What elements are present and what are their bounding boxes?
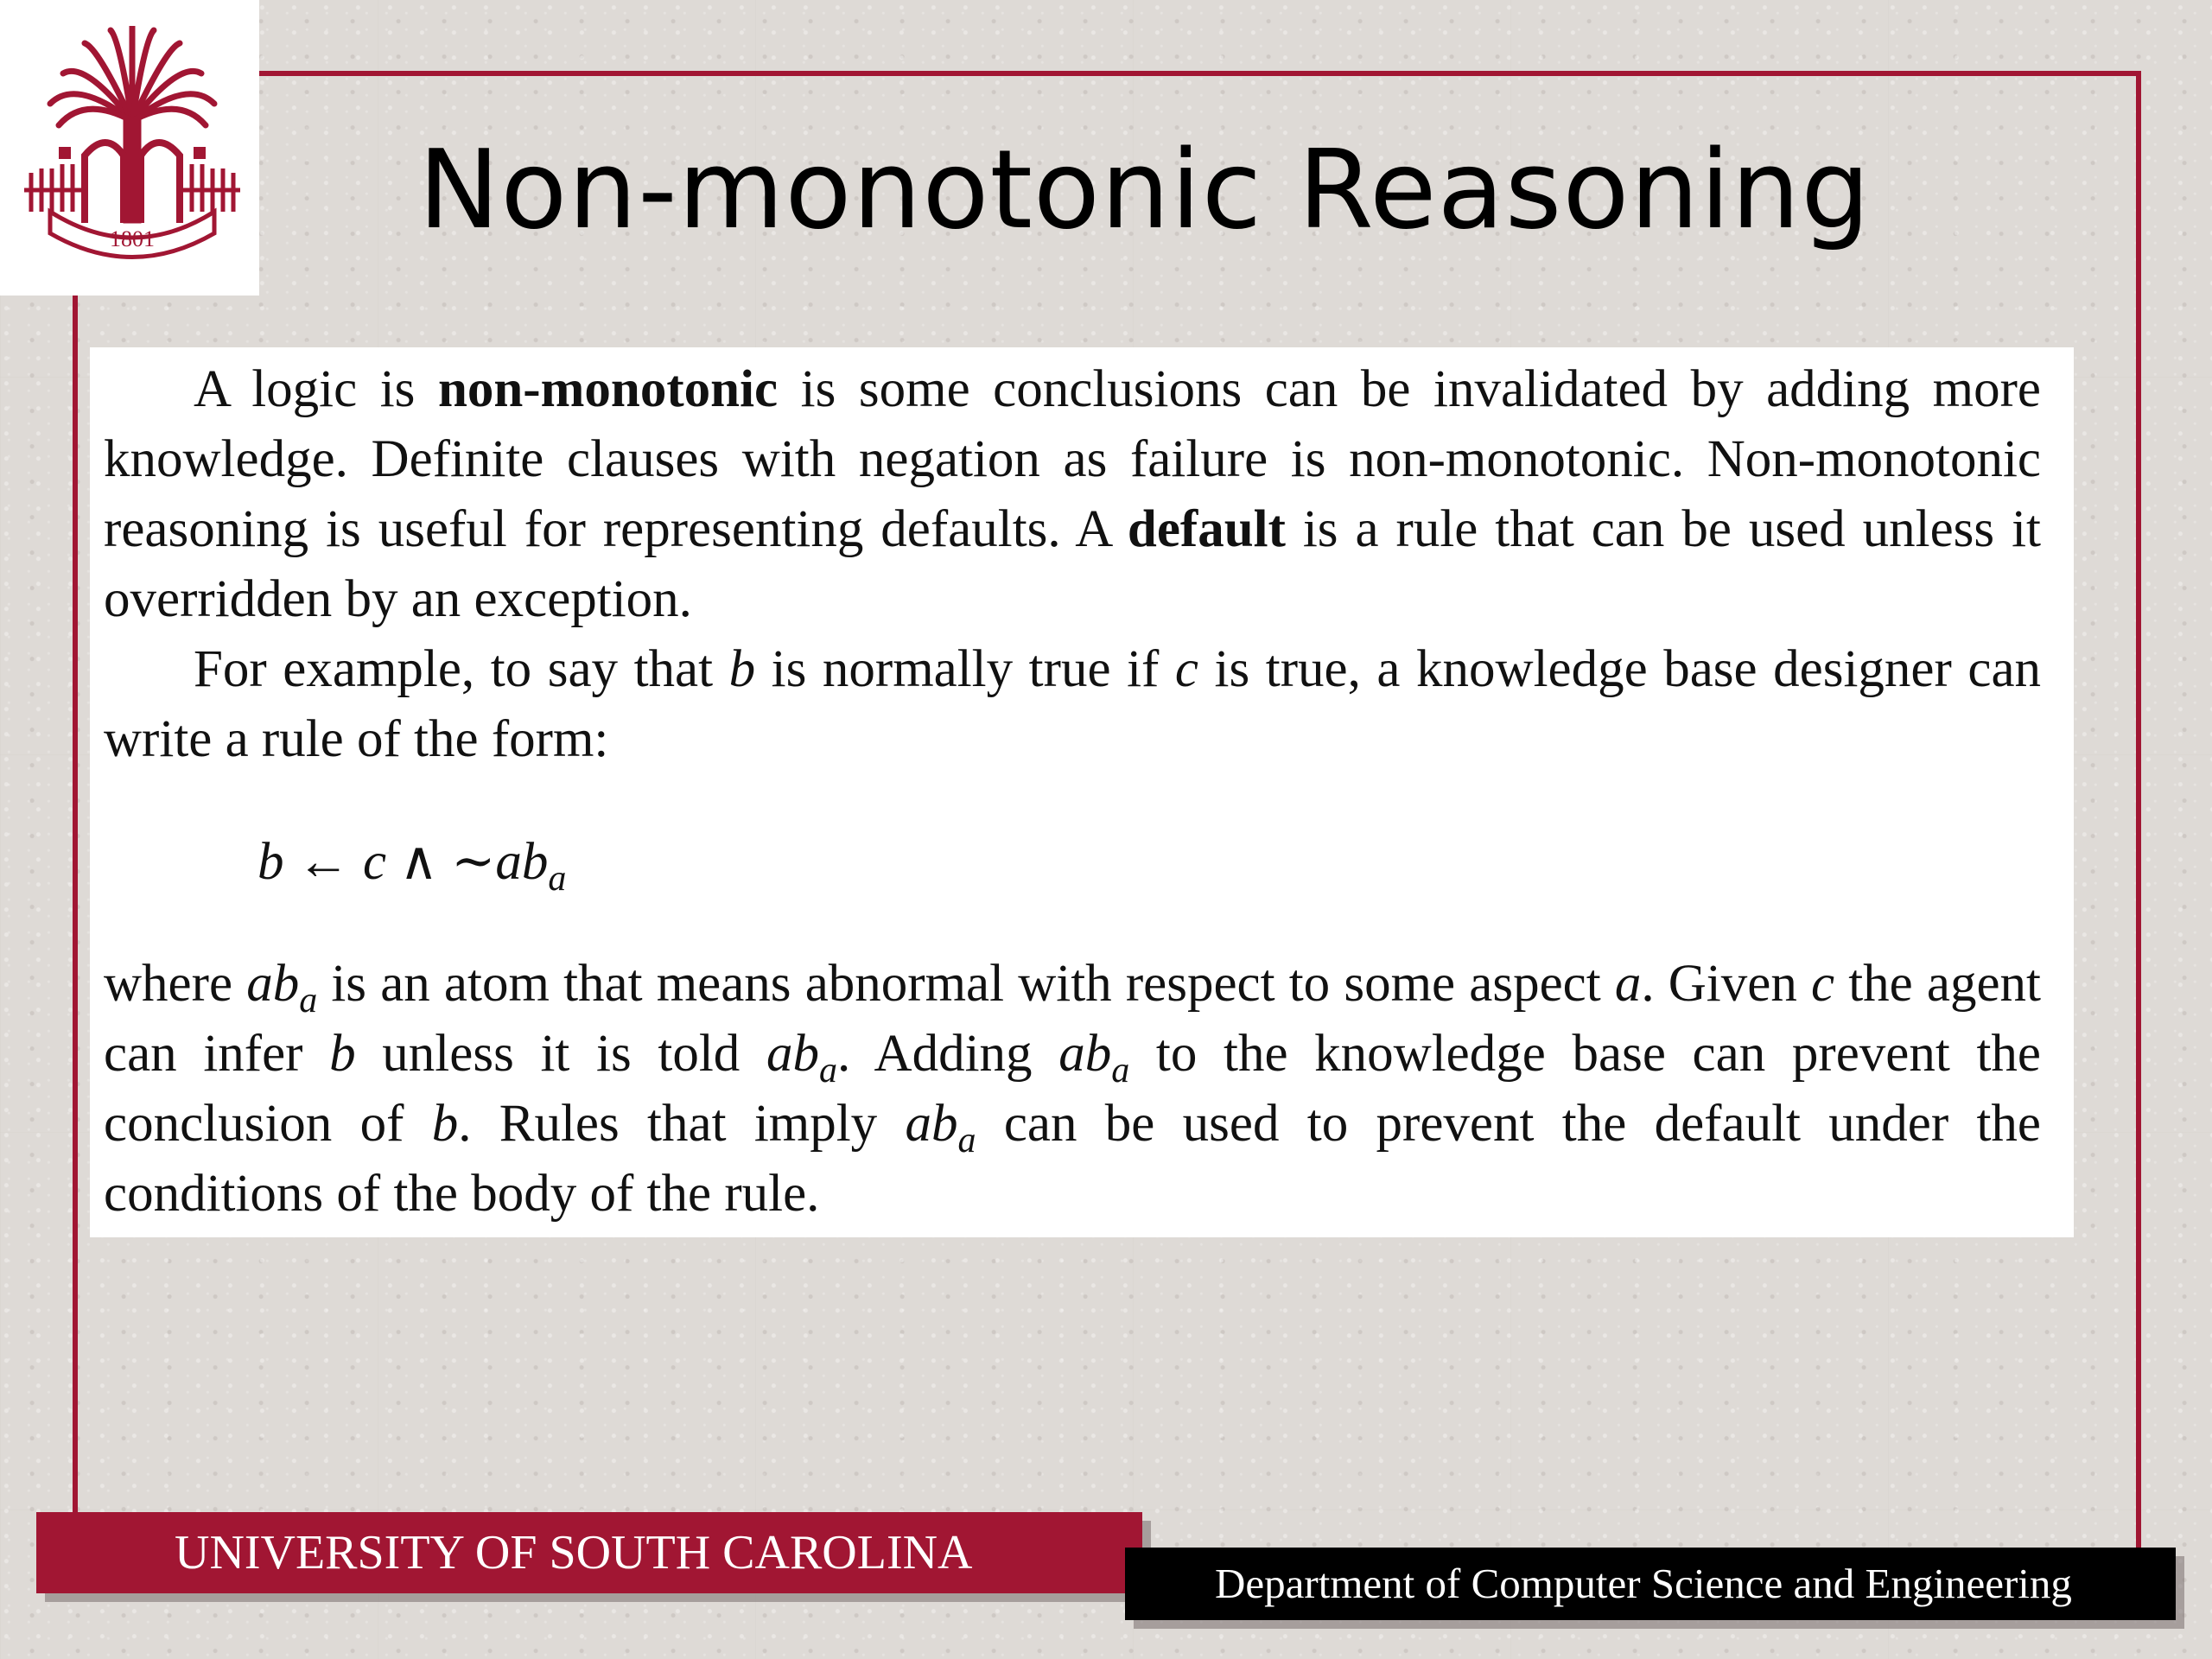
logo-box <box>0 0 259 296</box>
content-panel <box>90 347 2074 1237</box>
term-non-monotonic: non-monotonic <box>437 360 779 418</box>
university-banner: UNIVERSITY OF SOUTH CAROLINA <box>36 1512 1142 1593</box>
paragraph-abnormality: where $ab_a$ is an atom that means abnormal with respect to some aspect a. Given c the agent can infer b unless it is told $ab_a$. Adding $ab_a$ to the knowledge base can prevent the conclusion of b. Rules that imply $ab_a$ can be used to prevent the default under the conditions of the body of the rule. <box>104 955 2042 1223</box>
svg-text:1801: 1801 <box>110 226 155 251</box>
term-default: default <box>1127 500 1286 558</box>
university-palmetto-logo-icon <box>24 26 240 268</box>
paragraph-definition: A logic is non-monotonic is some conclusions can be invalidated by adding more knowledge. Definite clauses with negation as failure is non-monotonic. Non-monotonic reasoning is useful for representing defaults. A default is a rule that can be used unless it overridden by an exception. <box>104 360 2041 628</box>
department-banner: Department of Computer Science and Engineering <box>1125 1548 2176 1620</box>
default-rule-formula: b ← c ∧ $\sim ab_a$ <box>257 833 567 899</box>
paragraph-example: For example, to say that b is normally true if c is true, a knowledge base designer can write a rule of the form: <box>104 640 2042 768</box>
slide-title: Non-monotonic Reasoning <box>418 126 1872 253</box>
